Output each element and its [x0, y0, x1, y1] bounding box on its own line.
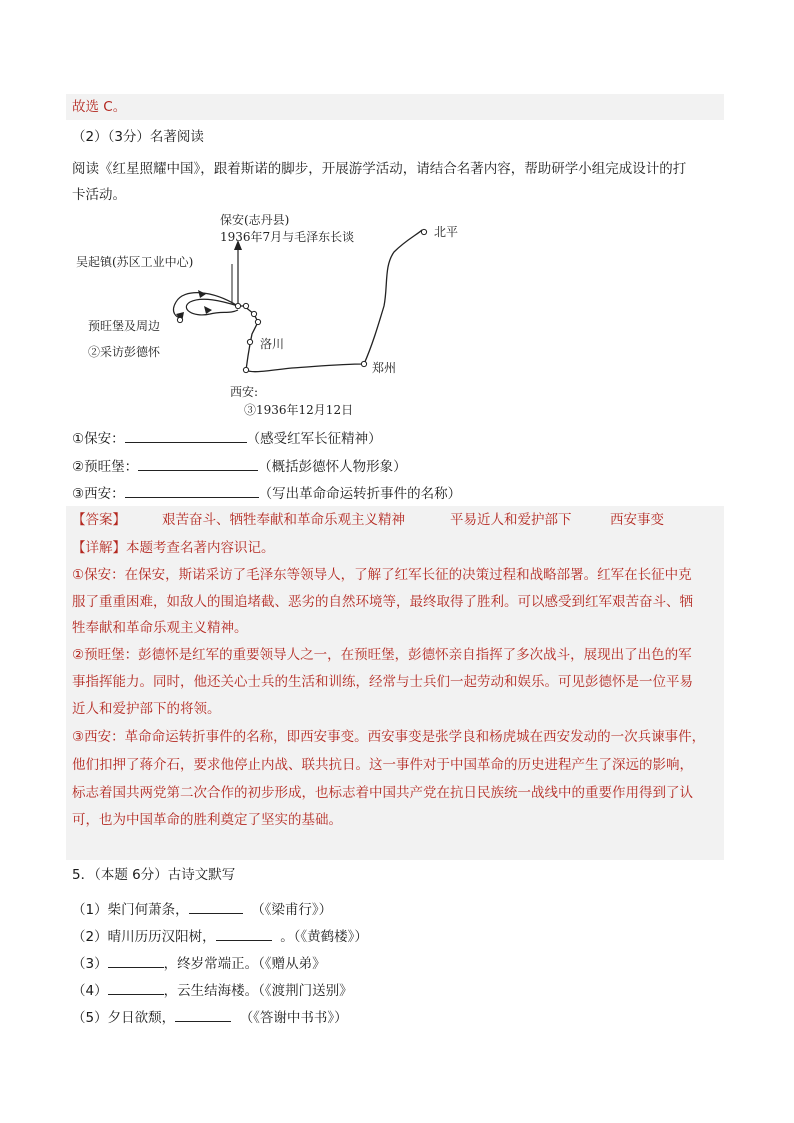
- map-label-zhengzhou: 郑州: [372, 361, 397, 375]
- detail-line-2: 服了重重困难，如敌人的围追堵截、恶劣的自然环境等，最终取得了胜利。可以感受到红军艰苦奋斗、牺: [72, 594, 693, 610]
- detail-line-5: 事指挥能力。同时，他还关心士兵的生活和训练，经常与士兵们一起劳动和娱乐。可见彭德怀是一位平易: [72, 674, 693, 690]
- q5-heading: 5．（本题 6分）古诗文默写: [72, 867, 236, 883]
- map-label-wuqi: 吴起镇(苏区工业中心): [76, 255, 194, 269]
- answer-label: 【答案】: [72, 512, 126, 528]
- item-yuwang-blank[interactable]: [138, 456, 258, 471]
- item-xian-label: ③西安：: [72, 486, 125, 502]
- snow-route-map: [72, 206, 492, 422]
- q5-line-1-post: （《梁甫行》）: [251, 902, 333, 918]
- detail-line-6: 近人和爱护部下的将领。: [72, 701, 221, 717]
- q5-line-5: [72, 1007, 348, 1027]
- q5-line-1-blank[interactable]: [189, 899, 243, 914]
- q5-line-2-pre: （2）晴川历历汉阳树，: [72, 929, 216, 945]
- map-label-xian-note: ③1936年12月12日: [244, 403, 354, 417]
- map-label-yuwang-note: ②采访彭德怀: [88, 345, 161, 359]
- item-baoan: [72, 428, 382, 448]
- answer-2: 平易近人和爱护部下: [450, 512, 572, 528]
- q5-line-1: [72, 899, 332, 919]
- detail-line-7: ③西安：革命命运转折事件的名称，即西安事变。西安事变是张学良和杨虎城在西安发动的一次兵谏事件，: [72, 729, 706, 745]
- detail-line-9: 标志着国共两党第二次合作的初步形成，也标志着中国共产党在抗日民族统一战线中的重要作用得到了认: [72, 785, 693, 801]
- item-baoan-hint: （感受红军长征精神）: [246, 431, 382, 447]
- detail-line-3: 牲奉献和革命乐观主义精神。: [72, 620, 248, 636]
- map-label-beiping: 北平: [434, 225, 459, 239]
- q4-2-intro-1: 阅读《红星照耀中国》，跟着斯诺的脚步，开展游学活动，请结合名著内容，帮助研学小组完成设计的打: [72, 161, 687, 177]
- detail-line-10: 可，也为中国革命的胜利奠定了坚实的基础。: [72, 812, 342, 828]
- detail-line-8: 他们扣押了蒋介石，要求他停止内战、联共抗日。这一事件对于中国革命的历史进程产生了深远的影响，: [72, 757, 693, 773]
- q5-line-5-post: （《答谢中书书》）: [239, 1010, 348, 1026]
- q5-line-3: [72, 953, 326, 973]
- q5-line-3-pre: （3）: [72, 956, 108, 972]
- item-yuwang: [72, 456, 407, 476]
- item-baoan-blank[interactable]: [125, 428, 247, 443]
- q5-line-1-pre: （1）柴门何萧条，: [72, 902, 189, 918]
- q5-line-2-blank[interactable]: [216, 926, 272, 941]
- q5-line-3-blank[interactable]: [108, 953, 164, 968]
- q4-2-heading: （2）（3分）名著阅读: [72, 129, 204, 145]
- top-note: 故选 C。: [72, 99, 127, 115]
- detail-head: [72, 539, 275, 557]
- map-label-yuwang: 预旺堡及周边: [88, 319, 161, 333]
- item-baoan-label: ①保安：: [72, 431, 125, 447]
- q5-line-3-post: ，终岁常端正。（《赠从弟》: [163, 956, 326, 972]
- item-xian: [72, 483, 461, 503]
- map-label-baoan: 保安(志丹县): [220, 213, 290, 227]
- q5-line-2: [72, 926, 368, 946]
- detail-line-1: ①保安：在保安，斯诺采访了毛泽东等领导人，了解了红军长征的决策过程和战略部署。红军在长征中克: [72, 567, 692, 583]
- item-xian-blank[interactable]: [125, 483, 259, 498]
- q5-line-4-post: ，云生结海楼。（《渡荆门送别》: [163, 983, 353, 999]
- q5-line-4: [72, 980, 353, 1000]
- q5-line-4-pre: （4）: [72, 983, 108, 999]
- item-yuwang-hint: （概括彭德怀人物形象）: [258, 459, 407, 475]
- detail-label: 【详解】: [72, 540, 126, 556]
- answer-line: [72, 511, 126, 529]
- map-label-xian: 西安:: [230, 385, 259, 399]
- answer-3: 西安事变: [610, 512, 664, 528]
- q5-line-2-post: 。（《黄鹤楼》）: [280, 929, 368, 945]
- q5-line-4-blank[interactable]: [108, 980, 164, 995]
- q4-2-intro-2: 卡活动。: [72, 187, 126, 203]
- detail-line-4: ②预旺堡：彭德怀是红军的重要领导人之一，在预旺堡，彭德怀亲自指挥了多次战斗，展现出了出色的军: [72, 647, 692, 663]
- detail-intro: 本题考查名著内容识记。: [126, 540, 275, 556]
- q5-line-5-blank[interactable]: [175, 1007, 231, 1022]
- q5-line-5-pre: （5）夕日欲颓，: [72, 1010, 176, 1026]
- item-yuwang-label: ②预旺堡：: [72, 459, 139, 475]
- map-label-baoan-note: 1936年7月与毛泽东长谈: [220, 230, 355, 244]
- map-label-luochuan: 洛川: [260, 337, 285, 351]
- answer-1: 艰苦奋斗、牺牲奉献和革命乐观主义精神: [162, 512, 405, 528]
- item-xian-hint: （写出革命命运转折事件的名称）: [258, 486, 462, 502]
- top-note-shade: [66, 94, 724, 120]
